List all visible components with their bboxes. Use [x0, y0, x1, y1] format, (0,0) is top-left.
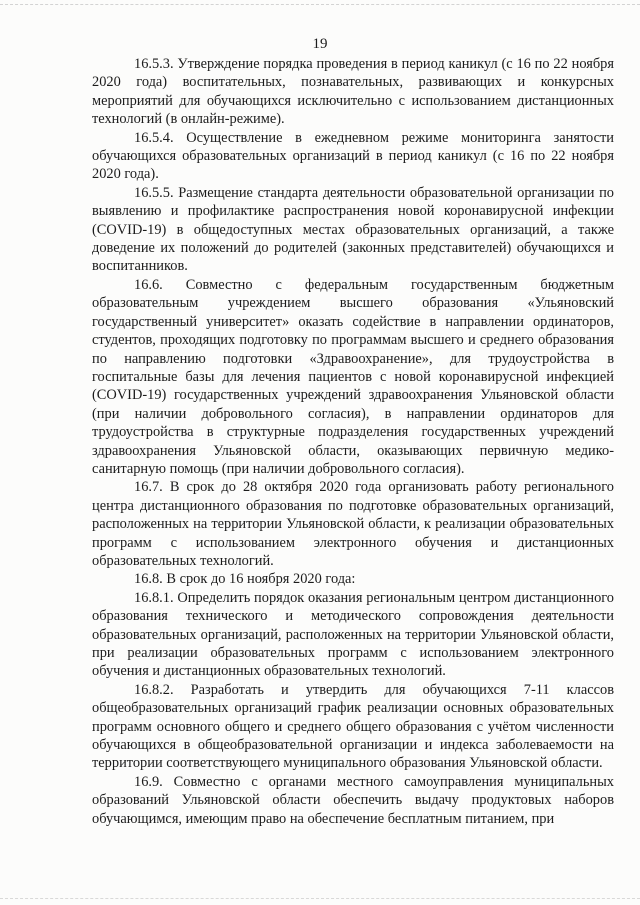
scan-edge-bottom: [0, 892, 640, 899]
paragraph-16-5-5: 16.5.5. Размещение стандарта деятельности образовательной организации по выявлению и профилактике распространения новой коронавирусной инфекции (COVID-19) в общедоступных местах образовательных организаций, а также доведение их положений до родителей (законных представителей) обучающихся и воспитанников.: [92, 184, 614, 275]
paragraph-16-8: 16.8. В срок до 16 ноября 2020 года:: [134, 571, 356, 588]
paragraph-16-8-1: 16.8.1. Определить порядок оказания региональным центром дистанционного образования технического и методического сопровождения деятельности образовательных организаций, расположенных на территории Ульяновской области, при реализации образовательных программ с использованием электронного обучения и дистанционных образовательных технологий.: [92, 589, 614, 680]
paragraph-16-6: 16.6. Совместно с федеральным государственным бюджетным образовательным учреждением высшего образования «Ульяновский государственный университет» оказать содействие в направлении ординаторов, студентов, проходящих подготовку по программам высшего и среднего образования по направлению подготовки «Здравоохранение», для трудоустройства в госпитальные базы для лечения пациентов с новой коронавирусной инфекцией (COVID-19) государственных учреждений здравоохранения Ульяновской области (при наличии добровольного согласия), в направлении ординаторов для трудоустройства в структурные подразделения государственных учреждений здравоохранения Ульяновской области, оказывающих первичную медико-санитарную помощь (при наличии добровольного согласия).: [92, 276, 614, 477]
document-body: [92, 55, 614, 828]
scan-edge-top: [0, 4, 640, 11]
paragraph-16-7: 16.7. В срок до 28 октября 2020 года организовать работу регионального центра дистанционного образования по подготовке образовательных организаций, расположенных на территории Ульяновской области, к реализации образовательных программ с использованием электронного обучения и дистанционных образовательных технологий.: [92, 479, 614, 569]
paragraph-16-9: 16.9. Совместно с органами местного самоуправления муниципальных образований Ульяновской области обеспечить выдачу продуктовых наборов обучающимся, имеющим право на обеспечение бесплатным питанием, при: [92, 773, 614, 827]
paragraph-16-5-4: 16.5.4. Осуществление в ежедневном режиме мониторинга занятости обучающихся образовательных организаций в период каникул (с 16 по 22 ноября 2020 года).: [92, 129, 614, 183]
page-number: 19: [312, 36, 328, 52]
paragraph-16-8-2: 16.8.2. Разработать и утвердить для обучающихся 7-11 классов общеобразовательных организаций график реализации основных образовательных программ основного общего и среднего общего образования с учётом численности обучающихся в общеобразовательной организации и индекса заболеваемости на территории соответствующего муниципального образования Ульяновской области.: [92, 681, 614, 772]
paragraph-16-5-3: 16.5.3. Утверждение порядка проведения в период каникул (с 16 по 22 ноября 2020 года) воспитательных, познавательных, развивающих и конкурсных мероприятий для обучающихся исключительно с использованием дистанционных технологий (в онлайн-режиме).: [92, 56, 614, 128]
